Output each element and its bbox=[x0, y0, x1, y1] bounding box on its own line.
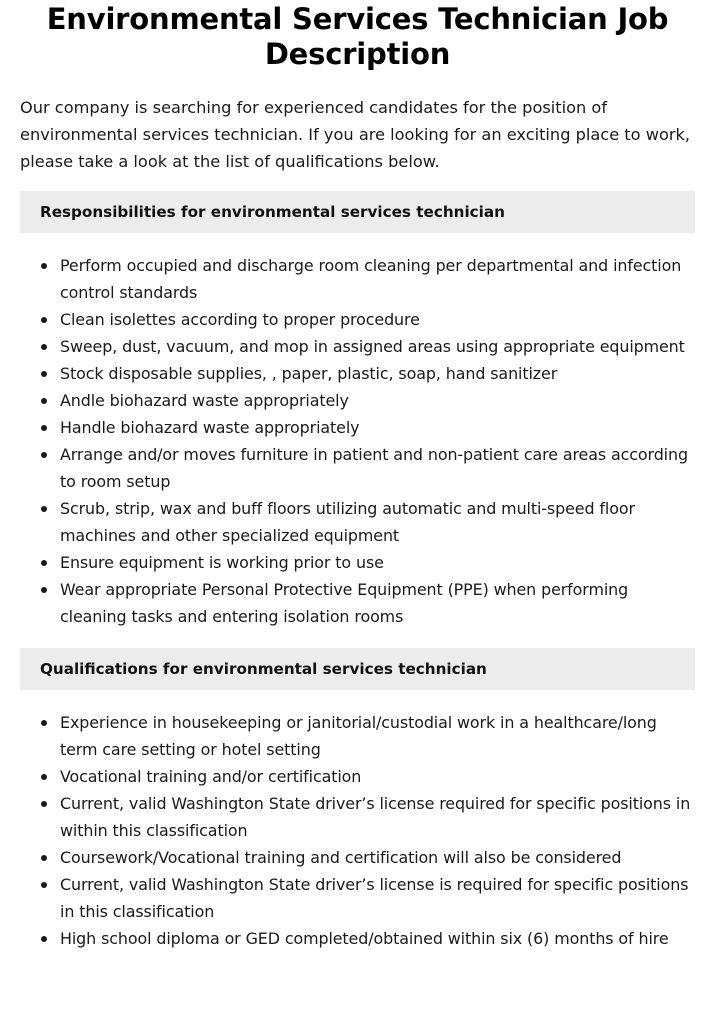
list-item-text: Clean isolettes according to proper procedure bbox=[60, 310, 420, 329]
bullet-icon bbox=[41, 506, 47, 512]
bullet-icon bbox=[41, 398, 47, 404]
list-item bbox=[60, 360, 695, 387]
list-item bbox=[60, 763, 695, 790]
bullet-icon bbox=[41, 263, 47, 269]
bullet-icon bbox=[41, 344, 47, 350]
list-item bbox=[60, 871, 695, 925]
list-item-text: Ensure equipment is working prior to use bbox=[60, 553, 384, 572]
bullet-icon bbox=[41, 936, 47, 942]
list-item bbox=[60, 333, 695, 360]
list-item-text: Coursework/Vocational training and certification will also be considered bbox=[60, 848, 622, 867]
bullet-icon bbox=[41, 371, 47, 377]
bullet-icon bbox=[41, 317, 47, 323]
intro-paragraph: Our company is searching for experienced candidates for the position of environmental services technician. If you are looking for an exciting place to work, please take a look at the list of qualifications below. bbox=[20, 98, 691, 171]
bullet-icon bbox=[41, 452, 47, 458]
bullet-icon bbox=[41, 855, 47, 861]
list-item bbox=[60, 549, 695, 576]
list-item bbox=[60, 306, 695, 333]
list-item bbox=[60, 441, 695, 495]
list-item-text: Arrange and/or moves furniture in patient and non-patient care areas according to room setup bbox=[60, 445, 688, 491]
job-description-page bbox=[20, 0, 695, 952]
bullet-icon bbox=[41, 560, 47, 566]
bullet-icon bbox=[41, 801, 47, 807]
qualifications-heading: Qualifications for environmental services technician bbox=[20, 648, 695, 690]
list-item bbox=[60, 925, 695, 952]
list-item-text: Scrub, strip, wax and buff floors utilizing automatic and multi-speed floor machines and other specialized equipment bbox=[60, 499, 635, 545]
list-item bbox=[60, 387, 695, 414]
list-item-text: Current, valid Washington State driver’s license is required for specific positions in this classification bbox=[60, 875, 689, 921]
bullet-icon bbox=[41, 882, 47, 888]
list-item-text: Sweep, dust, vacuum, and mop in assigned areas using appropriate equipment bbox=[60, 337, 685, 356]
list-item-text: Vocational training and/or certification bbox=[60, 767, 362, 786]
qualifications-list bbox=[20, 709, 695, 952]
list-item-text: Handle biohazard waste appropriately bbox=[60, 418, 360, 437]
list-item-text: Experience in housekeeping or janitorial/custodial work in a healthcare/long term care setting or hotel setting bbox=[60, 713, 657, 759]
list-item-text: High school diploma or GED completed/obtained within six (6) months of hire bbox=[60, 929, 669, 948]
list-item bbox=[60, 709, 695, 763]
list-item bbox=[60, 844, 695, 871]
bullet-icon bbox=[41, 720, 47, 726]
bullet-icon bbox=[41, 425, 47, 431]
list-item bbox=[60, 495, 695, 549]
page-title: Environmental Services Technician Job Description bbox=[46, 2, 669, 71]
list-item-text: Wear appropriate Personal Protective Equipment (PPE) when performing cleaning tasks and entering isolation rooms bbox=[60, 580, 629, 626]
responsibilities-heading: Responsibilities for environmental services technician bbox=[20, 191, 695, 233]
list-item bbox=[60, 576, 695, 630]
list-item bbox=[60, 414, 695, 441]
list-item bbox=[60, 790, 695, 844]
list-item-text: Current, valid Washington State driver’s license required for specific positions in within this classification bbox=[60, 794, 691, 840]
bullet-icon bbox=[41, 774, 47, 780]
list-item-text: Andle biohazard waste appropriately bbox=[60, 391, 349, 410]
bullet-icon bbox=[41, 587, 47, 593]
list-item-text: Perform occupied and discharge room cleaning per departmental and infection control standards bbox=[60, 256, 682, 302]
list-item-text: Stock disposable supplies, , paper, plastic, soap, hand sanitizer bbox=[60, 364, 558, 383]
list-item bbox=[60, 252, 695, 306]
responsibilities-list bbox=[20, 252, 695, 630]
